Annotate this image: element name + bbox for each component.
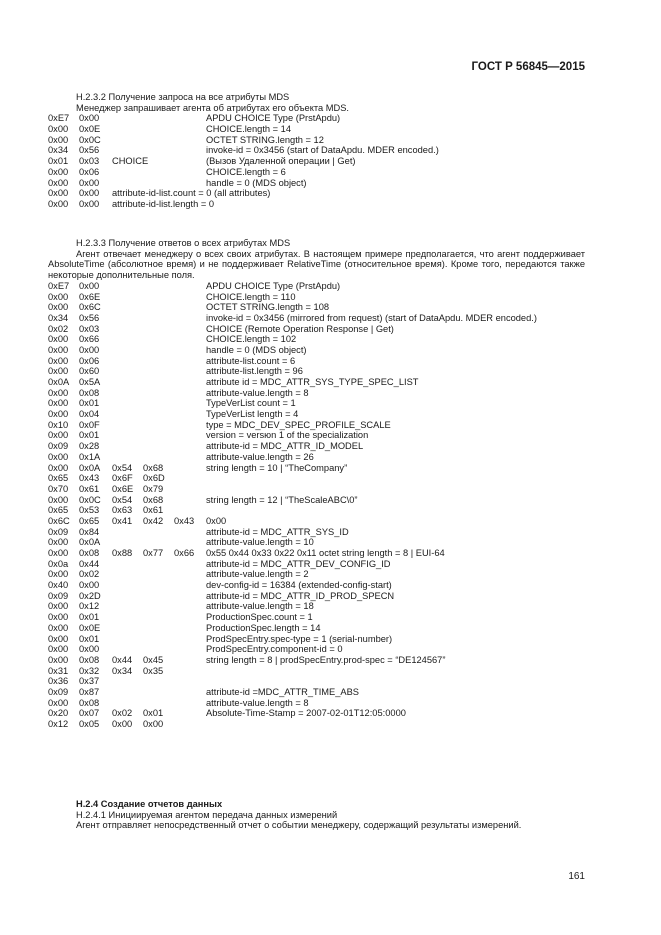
hex-byte: 0x00 (48, 451, 69, 462)
table-row (48, 366, 585, 377)
table-row (48, 124, 585, 135)
table-row (48, 345, 585, 356)
hex-byte: 0x53 (79, 505, 100, 516)
table-row (48, 644, 585, 655)
hex-byte: 0x54 (112, 462, 133, 473)
hex-byte: 0x00 (48, 198, 69, 209)
hex-byte: 0x00 (79, 644, 100, 655)
hex-byte: 0x28 (79, 441, 100, 452)
hex-byte: 0x35 (143, 665, 164, 676)
hex-byte: 0x65 (48, 505, 69, 516)
hex-byte: 0x0A (79, 537, 101, 548)
hex-byte: 0x02 (79, 569, 100, 580)
row-description: attribute-id = MDC_ATTR_ID_MODEL (206, 441, 364, 452)
row-description: 0x55 0x44 0x33 0x22 0x11 octet string length = 8 | EUI-64 (206, 548, 445, 558)
hex-byte: 0x66 (174, 548, 195, 558)
row-description: attribute-id = MDC_ATTR_SYS_ID (206, 526, 349, 537)
hex-byte: 0x00 (48, 355, 69, 366)
hex-byte: 0x00 (48, 612, 69, 623)
section-heading: Н.2.3.2 Получение запроса на все атрибуты MDS (76, 92, 290, 102)
hex-byte: 0x42 (143, 515, 164, 526)
table-row (48, 708, 585, 719)
table-row (48, 719, 585, 730)
row-description: attribute-list.count = 6 (206, 355, 296, 366)
hex-byte: 0x00 (48, 166, 69, 177)
hex-byte: attribute-id-list.length = 0 (112, 198, 215, 209)
row-description: attribute-id = MDC_ATTR_ID_PROD_SPECN (206, 590, 395, 601)
hex-byte: 0x32 (79, 665, 100, 676)
table-row (48, 580, 585, 591)
section-heading: Н.2.4 Создание отчетов данных (76, 799, 223, 809)
row-description: TypeVerList length = 4 (206, 409, 299, 420)
hex-byte: 0x03 (79, 156, 100, 167)
hex-byte: 0x09 (48, 590, 69, 601)
row-description: OCTET STRING.length = 108 (206, 302, 330, 313)
hex-byte: 0x08 (79, 654, 100, 665)
hex-byte: 0x01 (79, 398, 100, 409)
hex-byte: 0x00 (143, 719, 164, 729)
row-description: CHOICE (Remote Operation Response | Get) (206, 323, 394, 334)
hex-byte: 0x34 (48, 145, 69, 156)
table-row (48, 156, 585, 167)
hex-byte: 0x61 (79, 483, 100, 494)
hex-byte: 0x41 (112, 515, 133, 526)
hex-byte: CHOICE (112, 156, 149, 167)
hex-byte: 0x00 (48, 387, 69, 398)
hex-byte: 0x0E (79, 622, 101, 633)
table-row (48, 430, 585, 441)
hex-byte: 0x44 (79, 558, 100, 569)
row-description: string length = 12 | “TheScaleABC\0” (206, 494, 358, 505)
hex-byte: 0x02 (112, 708, 133, 719)
hex-dump-table (48, 281, 585, 730)
hex-byte: 0x36 (48, 676, 69, 687)
table-row (48, 199, 585, 210)
hex-byte: 0x45 (143, 654, 164, 665)
table-row (48, 687, 585, 698)
hex-byte: 0x00 (79, 344, 100, 355)
hex-byte: 0x0F (79, 419, 100, 430)
hex-byte: 0x00 (48, 188, 69, 199)
hex-byte: 0x65 (48, 473, 69, 484)
hex-byte: 0x84 (79, 526, 100, 537)
hex-byte: 0x00 (48, 134, 69, 145)
hex-byte: 0x40 (48, 580, 69, 591)
hex-byte: 0x61 (143, 505, 164, 516)
row-description: ProductionSpec.length = 14 (206, 622, 321, 633)
table-row (48, 537, 585, 548)
hex-byte: 0x00 (48, 654, 69, 665)
hex-byte: 0xE7 (48, 113, 70, 124)
hex-byte: 0x6C (79, 302, 101, 313)
hex-byte: 0x01 (48, 156, 69, 167)
hex-byte: 0x0C (79, 494, 101, 505)
hex-byte: 0x00 (48, 124, 69, 135)
hex-byte: 0x43 (174, 515, 195, 526)
hex-byte: 0x0C (79, 134, 101, 145)
hex-byte: 0x00 (48, 302, 69, 313)
hex-byte: 0x65 (79, 515, 100, 526)
table-row (48, 505, 585, 516)
table-row (48, 473, 585, 484)
hex-dump-table (48, 113, 585, 209)
hex-byte: 0x5A (79, 377, 101, 387)
hex-byte: attribute-id-list.count = 0 (all attributes) (112, 188, 271, 199)
hex-byte: 0x09 (48, 526, 69, 537)
hex-byte: 0x10 (48, 419, 69, 430)
hex-byte: 0x43 (79, 473, 100, 484)
table-row (48, 591, 585, 602)
hex-byte: 0x63 (112, 505, 133, 516)
hex-byte: 0x6D (143, 473, 165, 484)
table-row (48, 334, 585, 345)
row-description: attribute-value.length = 26 (206, 451, 314, 462)
hex-byte: 0x00 (48, 494, 69, 505)
hex-byte: 0x01 (79, 633, 100, 644)
table-row (48, 548, 585, 559)
table-row (48, 612, 585, 623)
hex-byte: 0x79 (143, 483, 164, 494)
row-description: attribute-list.length = 96 (206, 366, 303, 377)
hex-byte: 0x6C (48, 515, 70, 526)
subsection-heading: Н.2.4.1 Инициируемая агентом передача данных измерений (76, 809, 338, 820)
table-row (48, 441, 585, 452)
table-row (48, 377, 585, 388)
table-row (48, 569, 585, 580)
hex-byte: 0x00 (79, 113, 100, 124)
hex-byte: 0x00 (79, 177, 100, 188)
row-description: handle = 0 (MDS object) (206, 344, 307, 355)
page-number: 161 (568, 871, 585, 882)
hex-byte: 0x03 (79, 323, 100, 334)
hex-byte: 0x34 (112, 665, 133, 676)
hex-byte: 0x01 (79, 612, 100, 623)
hex-byte: 0x00 (48, 601, 69, 612)
hex-byte: 0x00 (112, 719, 133, 729)
table-row (48, 634, 585, 645)
row-description: attribute-id = MDC_ATTR_DEV_CONFIG_ID (206, 558, 391, 569)
row-description: attribute-value.length = 10 (206, 537, 314, 548)
row-description: string length = 10 | “TheCompany” (206, 462, 348, 473)
row-description: CHOICE.length = 14 (206, 124, 292, 135)
hex-byte: 0x00 (48, 548, 69, 558)
row-description: attribute-value.length = 8 (206, 387, 309, 398)
table-row (48, 398, 585, 409)
table-row (48, 145, 585, 156)
table-row (48, 601, 585, 612)
hex-byte: 0x06 (79, 166, 100, 177)
row-description: attribute-value.length = 2 (206, 569, 309, 580)
hex-byte: 0x08 (79, 697, 100, 708)
table-row (48, 559, 585, 570)
hex-byte: 0x06 (79, 355, 100, 366)
section-heading: Н.2.3.3 Получение ответов о всех атрибутах MDS (76, 238, 291, 248)
table-row (48, 302, 585, 313)
hex-byte: 0x00 (79, 280, 100, 291)
hex-byte: 0x09 (48, 686, 69, 697)
section-response-all-attributes (48, 238, 585, 730)
hex-byte: 0x66 (79, 334, 100, 345)
hex-byte: 0x56 (79, 312, 100, 323)
row-description: attribute id = MDC_ATTR_SYS_TYPE_SPEC_LIST (206, 377, 419, 387)
hex-byte: 0x00 (48, 462, 69, 473)
hex-byte: 0x44 (112, 654, 133, 665)
section-paragraph: Агент отвечает менеджеру о всех своих атрибутах. В настоящем примере предполагается, что агент поддерживает AbsoluteTime (абсолютное время) и не поддерживает RelativeTime (относительное время). Кроме того, передаются также некоторые дополнительные поля. (48, 248, 585, 281)
table-row (48, 313, 585, 324)
hex-byte: 0x00 (48, 334, 69, 345)
row-description: TypeVerList count = 1 (206, 398, 296, 409)
hex-byte: 0x00 (48, 569, 69, 580)
row-description: APDU CHOICE Type (PrstApdu) (206, 113, 341, 124)
section-data-reports (48, 799, 585, 831)
table-row (48, 167, 585, 178)
hex-byte: 0x54 (112, 494, 133, 505)
table-row (48, 113, 585, 124)
table-row (48, 484, 585, 495)
row-description: type = MDC_DEV_SPEC_PROFILE_SCALE (206, 419, 391, 430)
hex-byte: 0x00 (48, 622, 69, 633)
row-description: CHOICE.length = 6 (206, 166, 286, 177)
row-description: version = versюn 1 of the specialization (206, 430, 369, 441)
table-row (48, 324, 585, 335)
row-description: APDU CHOICE Type (PrstApdu) (206, 280, 341, 291)
hex-byte: 0x68 (143, 494, 164, 505)
hex-byte: 0x00 (48, 344, 69, 355)
hex-byte: 0x0A (79, 462, 101, 473)
hex-byte: 0x01 (143, 708, 164, 719)
hex-byte: 0x6E (79, 291, 101, 302)
table-row (48, 655, 585, 666)
table-row (48, 188, 585, 199)
row-description: ProdSpecEntry.spec-type = 1 (serial-number) (206, 633, 393, 644)
table-row (48, 527, 585, 538)
hex-byte: 0x00 (48, 537, 69, 548)
hex-byte: 0x12 (79, 601, 100, 612)
row-description: attribute-id =MDC_ATTR_TIME_ABS (206, 686, 360, 697)
hex-byte: 0x00 (48, 697, 69, 708)
hex-byte: 0x00 (48, 291, 69, 302)
hex-byte: 0x00 (48, 177, 69, 188)
hex-byte: 0x88 (112, 548, 133, 558)
table-row (48, 135, 585, 146)
hex-byte: 0x6E (112, 483, 134, 494)
section-request-all-attributes (48, 92, 585, 210)
hex-byte: 0x00 (48, 430, 69, 441)
hex-byte: 0x07 (79, 708, 100, 719)
standard-header: ГОСТ Р 56845—2015 (471, 61, 585, 73)
hex-byte: 0x04 (79, 409, 100, 420)
row-description: CHOICE.length = 102 (206, 334, 297, 345)
row-description: Absolute-Time-Stamp = 2007-02-01T12:05:0000 (206, 708, 406, 719)
hex-byte: 0x1A (79, 451, 101, 462)
row-description: CHOICE.length = 110 (206, 291, 296, 302)
row-description: OCTET STRING.length = 12 (206, 134, 324, 145)
hex-byte: 0x2D (79, 590, 101, 601)
hex-byte: 0x00 (48, 633, 69, 644)
hex-byte: 0x34 (48, 312, 69, 323)
row-description: attribute-value.length = 8 (206, 697, 309, 708)
hex-byte: 0x00 (48, 398, 69, 409)
row-description: string length = 8 | prodSpecEntry.prod-spec = “DE124567” (206, 654, 446, 665)
table-row (48, 623, 585, 634)
row-description: invoke-id = 0x3456 (start of DataApdu. MDER encoded.) (206, 145, 439, 156)
row-description: ProdSpecEntry.component-id = 0 (206, 644, 343, 655)
hex-byte: 0x0A (48, 377, 70, 387)
hex-byte: 0x68 (143, 462, 164, 473)
hex-byte: 0x56 (79, 145, 100, 156)
row-description: ProductionSpec.count = 1 (206, 612, 313, 623)
row-description: dev-config-id = 16384 (extended-config-start) (206, 580, 392, 591)
row-description: attribute-value.length = 18 (206, 601, 314, 612)
hex-byte: 0x0E (79, 124, 101, 135)
hex-byte: 0x00 (79, 580, 100, 591)
hex-byte: 0x77 (143, 548, 164, 558)
section-intro: Менеджер запрашивает агента об атрибутах его объекта MDS. (76, 102, 350, 113)
table-row (48, 463, 585, 474)
hex-byte: 0x31 (48, 665, 69, 676)
row-description: 0x00 (206, 515, 227, 526)
hex-byte: 0x09 (48, 441, 69, 452)
table-row (48, 516, 585, 527)
table-row (48, 666, 585, 677)
table-row (48, 676, 585, 687)
table-row (48, 292, 585, 303)
hex-byte: 0x00 (48, 366, 69, 377)
hex-byte: 0x02 (48, 323, 69, 334)
table-row (48, 388, 585, 399)
hex-byte: 0x00 (79, 188, 100, 199)
table-row (48, 452, 585, 463)
hex-byte: 0x00 (79, 198, 100, 209)
hex-byte: 0x08 (79, 548, 100, 558)
hex-byte: 0x12 (48, 719, 69, 729)
hex-byte: 0x00 (48, 409, 69, 420)
row-description: handle = 0 (MDS object) (206, 177, 307, 188)
hex-byte: 0x01 (79, 430, 100, 441)
hex-byte: 0x05 (79, 719, 100, 729)
section-paragraph: Агент отправляет непосредственный отчет о событии менеджеру, содержащий результаты измерений. (76, 820, 522, 831)
hex-byte: 0x08 (79, 387, 100, 398)
table-row (48, 409, 585, 420)
table-row (48, 178, 585, 189)
hex-byte: 0xE7 (48, 280, 70, 291)
hex-byte: 0x60 (79, 366, 100, 377)
hex-byte: 0x0a (48, 558, 69, 569)
hex-byte: 0x20 (48, 708, 69, 719)
table-row (48, 356, 585, 367)
hex-byte: 0x6F (112, 473, 133, 484)
row-description: (Вызов Удаленной операции | Get) (206, 156, 356, 167)
table-row (48, 420, 585, 431)
hex-byte: 0x00 (48, 644, 69, 655)
table-row (48, 698, 585, 709)
table-row (48, 281, 585, 292)
row-description: invoke-id = 0x3456 (mirrored from request) (start of DataApdu. MDER encoded.) (206, 312, 537, 323)
hex-byte: 0x37 (79, 676, 100, 687)
table-row (48, 495, 585, 506)
hex-byte: 0x70 (48, 483, 69, 494)
hex-byte: 0x87 (79, 686, 100, 697)
